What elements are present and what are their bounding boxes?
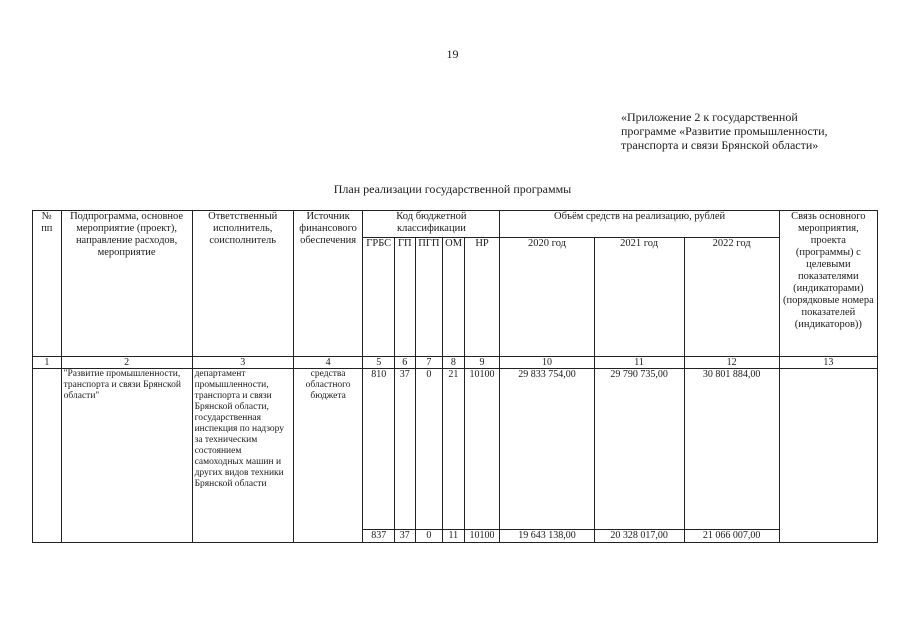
header-row-top	[33, 211, 878, 238]
column-number: 1	[33, 357, 62, 369]
executor-cell: департамент промышленности, транспорта и связи Брянской области, государственная инспекция по надзору за техническим состоянием самоходных машин и других видов техники Брянской области	[192, 369, 293, 543]
amount-2021-cell: 29 790 735,00	[594, 369, 684, 530]
column-number: 2	[61, 357, 192, 369]
column-number: 7	[415, 357, 443, 369]
header-om: ОМ	[443, 238, 464, 357]
header-pgp: ПГП	[415, 238, 443, 357]
header-funds: Объём средств на реализацию, рублей	[500, 211, 779, 238]
column-number: 6	[395, 357, 415, 369]
appendix-line: программе «Развитие промышленности,	[621, 124, 828, 138]
appendix-line: «Приложение 2 к государственной	[621, 110, 798, 124]
column-number: 12	[684, 357, 779, 369]
amount-2020-cell: 19 643 138,00	[500, 530, 594, 543]
subprogram-cell: "Развитие промышленности, транспорта и связи Брянской области"	[61, 369, 192, 543]
nr-cell: 10100	[464, 369, 500, 530]
column-number: 9	[464, 357, 500, 369]
source-cell: средства областного бюджета	[293, 369, 363, 543]
header-executor: Ответственный исполнитель, соисполнитель	[192, 211, 293, 357]
column-number-row	[33, 357, 878, 369]
column-number: 10	[500, 357, 594, 369]
header-subprogram: Подпрограмма, основное мероприятие (проект), направление расходов, мероприятие	[61, 211, 192, 357]
column-number: 5	[363, 357, 395, 369]
link-cell	[779, 369, 877, 543]
header-nr: НР	[464, 238, 500, 357]
document-title: План реализации государственной программы	[333, 182, 572, 196]
header-gp: ГП	[395, 238, 415, 357]
table-row	[33, 369, 878, 530]
page-number: 19	[446, 47, 459, 61]
appendix-note	[621, 110, 891, 152]
column-number: 11	[594, 357, 684, 369]
column-number: 13	[779, 357, 877, 369]
header-grbs: ГРБС	[363, 238, 395, 357]
gp-cell: 37	[395, 369, 415, 530]
om-cell: 21	[443, 369, 464, 530]
nr-cell: 10100	[464, 530, 500, 543]
amount-2022-cell: 21 066 007,00	[684, 530, 779, 543]
grbs-cell: 837	[363, 530, 395, 543]
amount-2021-cell: 20 328 017,00	[594, 530, 684, 543]
header-year-2020: 2020 год	[500, 238, 594, 357]
header-num: № пп	[33, 211, 62, 357]
plan-table	[32, 210, 878, 543]
pgp-cell: 0	[415, 530, 443, 543]
header-year-2022: 2022 год	[684, 238, 779, 357]
header-budget-code: Код бюджетной классификации	[363, 211, 500, 238]
column-number: 8	[443, 357, 464, 369]
grbs-cell: 810	[363, 369, 395, 530]
column-number: 3	[192, 357, 293, 369]
row-num-cell	[33, 369, 62, 543]
amount-2022-cell: 30 801 884,00	[684, 369, 779, 530]
gp-cell: 37	[395, 530, 415, 543]
header-link: Связь основного мероприятия, проекта (программы) с целевыми показателями (индикаторами) (порядковые номера показателей (индикаторов))	[779, 211, 877, 357]
pgp-cell: 0	[415, 369, 443, 530]
appendix-line: транспорта и связи Брянской области»	[621, 138, 819, 152]
header-year-2021: 2021 год	[594, 238, 684, 357]
om-cell: 11	[443, 530, 464, 543]
header-source: Источник финансового обеспечения	[293, 211, 363, 357]
column-number: 4	[293, 357, 363, 369]
amount-2020-cell: 29 833 754,00	[500, 369, 594, 530]
